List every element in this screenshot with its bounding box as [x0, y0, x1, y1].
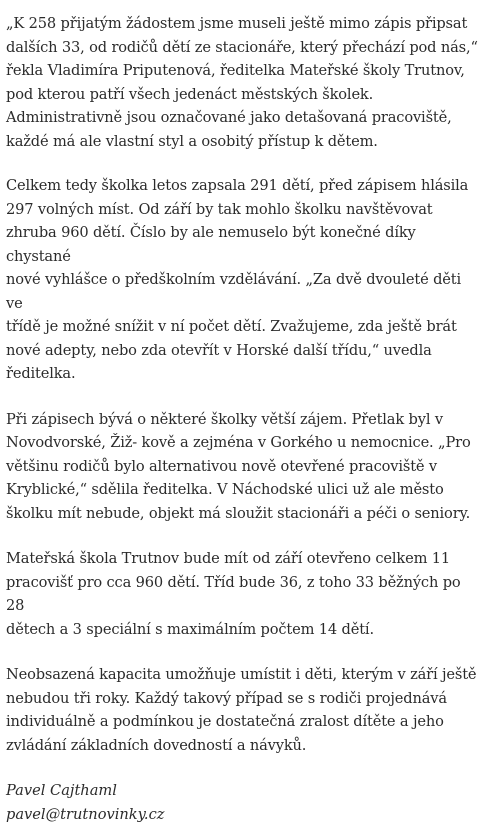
author-email-link[interactable]: pavel@trutnovinky.cz [6, 805, 165, 823]
paragraph-5: Neobsazená kapacita umožňuje umístit i děti, kterým v září ještě nebudou tři roky. Každý takový případ se s rodiči projednává individuálně a podmínkou je dostatečná zralost dítěte a jeho zvládání základních dovedností a návyků. [6, 666, 477, 754]
paragraph-1: „K 258 přijatým žádostem jsme museli ještě mimo zápis připsat dalších 33, od rodičů dětí ze stacionáře, který přechází pod nás,“ řekla Vladimíra Priputenová, ředitelka Mateřské školy Trutnov, pod kterou patří všech jedenáct městských školek. Administrativně jsou označované jako detašovaná pracoviště, každé má ale vlastní styl a osobitý přístup k dětem. [6, 15, 478, 150]
author-name: Pavel Cajthaml [6, 782, 117, 799]
paragraph-2: Celkem tedy školka letos zapsala 291 dětí, před zápisem hlásila 297 volných míst. Od září by tak mohlo školku navštěvovat zhruba 960 dětí. Číslo by ale nemuselo být konečné díky chystané nové vyhlášce o předškolním vzdělávání. „Za dvě dvouleté děti ve třídě je možné snížit v ní počet dětí. Zvažujeme, zda ještě brát nové adepty, nebo zda otevřít v Horské další třídu,“ uvedla ředitelka. [6, 177, 469, 382]
author-signature [6, 779, 481, 826]
paragraph-4: Mateřská škola Trutnov bude mít od září otevřeno celkem 11 pracovišť pro cca 960 dětí. Tříd bude 36, z toho 33 běžných po 28 dětech a 3 speciální s maximálním počtem 14 dětí. [6, 550, 461, 638]
paragraph-3: Při zápisech bývá o některé školky větší zájem. Přetlak byl v Novodvorské, Žiž- kově a zejména v Gorkého u nemocnice. „Pro většinu rodičů bylo alternativou nově otevřené pracoviště v Kryblické,“ sdělila ředitelka. V Náchodské ulici už ale město školku mít nebude, objekt má sloužit stacionáři a péči o seniory. [6, 410, 471, 522]
